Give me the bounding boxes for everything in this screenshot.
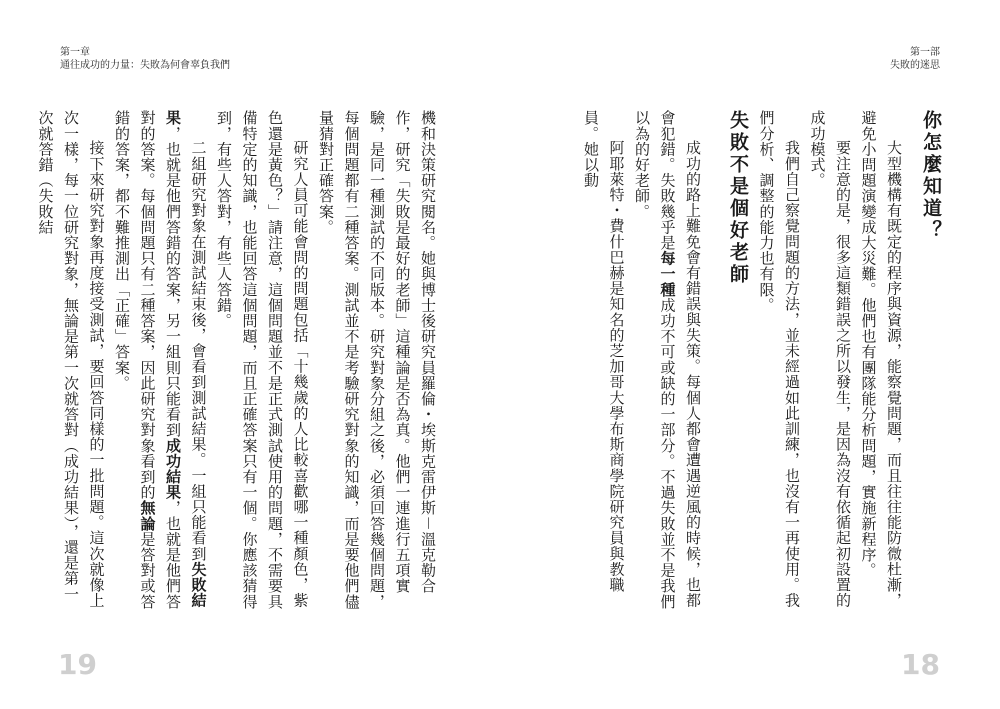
paragraph-text: 二組研究對象在測試結束後，會看到測試結果。一組只能看到 xyxy=(189,140,208,562)
paragraph-text: 阿耶萊特・費什巴赫是知名的芝加哥大學布斯商學院研究員與教職員。她以動 xyxy=(582,110,626,593)
emphasized-text: 失敗結果 xyxy=(164,110,208,609)
page-number-left: 19 xyxy=(58,648,97,681)
paragraph-text: 要注意的是，很多這類錯誤之所以發生，是因為沒有依循起初設置的成功模式。 xyxy=(808,110,852,608)
paragraph-text: 接下來研究對象再度接受測試，要回答同樣的一批問題。這次就像上次一樣，每一位研究對象，無論是第一次就答對（成功結果），還是第一次就答錯（失敗結 xyxy=(36,110,106,608)
body-paragraph xyxy=(32,110,109,610)
page-number-right: 18 xyxy=(901,648,940,681)
body-paragraph xyxy=(753,110,804,610)
part-title: 失敗的迷思 xyxy=(890,60,940,71)
paragraph-text: 機和決策研究閱名。她與博士後研究員羅倫・埃斯克雷伊斯－溫克勒合作，研究「失敗是最好的老師」這種論是否為真。他們一連進行五項實驗，是同一種測試的不同版本。研究對象分組之後，必須回答幾個問題，每個問題都有二種答案。測試並不是考驗研究對象的知識，而是要他們儘量猜對正確答案。 xyxy=(317,110,437,610)
body-paragraph xyxy=(629,110,706,610)
left-paragraphs xyxy=(32,110,440,610)
body-paragraph xyxy=(211,110,313,610)
left-page-body xyxy=(36,110,440,610)
body-paragraph xyxy=(313,110,441,610)
body-paragraph xyxy=(804,110,855,610)
right-paragraphs-a xyxy=(753,110,906,610)
paragraph-text: ，也就是他們答錯的答案，另一組則只能看到 xyxy=(164,125,182,438)
body-paragraph xyxy=(109,110,211,610)
right-page-body xyxy=(560,110,946,610)
paragraph-text: 我們自己察覺問題的方法，並未經過如此訓練，也沒有一再使用。我們分析、調整的能力也有限。 xyxy=(757,110,801,608)
chapter-title: 通往成功的力量：失敗為何會辜負我們 xyxy=(60,60,230,71)
paragraph-text: ，也就是他們答對的答案。每個問題只有二種答案，因此研究對象看到的 xyxy=(138,110,182,610)
running-header-right xyxy=(890,46,940,72)
part-label: 第一部 xyxy=(910,47,940,58)
emphasized-text: 成功結果 xyxy=(164,437,182,501)
paragraph-text: 成功不可或缺的一部分。不過失敗並不是我們以為的好老師。 xyxy=(633,110,677,610)
paragraph-text: 成功的路上難免會有錯誤與失策。每個人都會遭遇逆風的時候，也都會犯錯。失敗幾乎是 xyxy=(658,110,702,608)
paragraph-text: 是答對或答錯的答案，都不難推測出「正確」答案。 xyxy=(113,110,157,610)
right-paragraphs-b xyxy=(578,110,706,610)
chapter-label: 第一章 xyxy=(60,47,90,58)
emphasized-text: 每一種 xyxy=(658,250,677,298)
section-heading-failure-not-teacher: 失敗不是個好老師 xyxy=(727,110,749,286)
paragraph-text: 研究人員可能會問的問題包括「十幾歲的人比較喜歡哪一種顏色，紫色還是黃色？」請注意，這個問題並不是正式測試使用的問題，不需要具備特定的知識，也能回答這個問題，而且正確答案只有一個。你應該猜得到，有些人答對，有些人答錯。 xyxy=(215,110,310,610)
section-heading-how-do-you-know: 你怎麼知道？ xyxy=(920,110,942,242)
paragraph-text: 大型機構有既定的程序與資源，能察覺問題，而且往往能防微杜漸，避免小問題演變成大災難。他們也有團隊能分析問題，實施新程序。 xyxy=(859,110,903,608)
running-header-left xyxy=(60,46,230,72)
body-paragraph xyxy=(578,110,629,610)
emphasized-text: 無論 xyxy=(138,500,157,532)
body-paragraph xyxy=(855,110,906,610)
